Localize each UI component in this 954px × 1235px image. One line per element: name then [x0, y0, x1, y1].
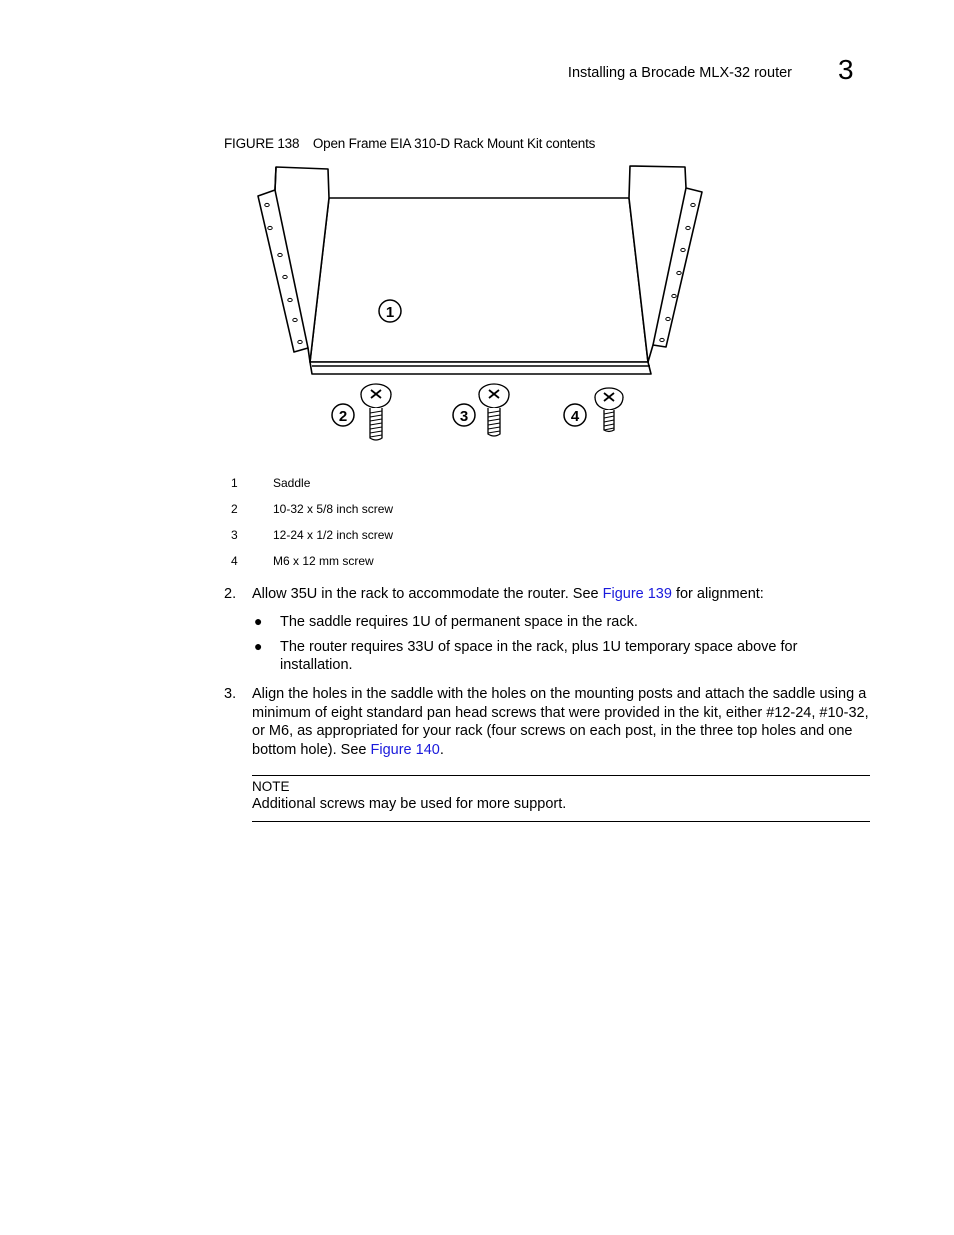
- screw-10-32: [361, 384, 391, 440]
- bullet-text: The router requires 33U of space in the rack, plus 1U temporary space above for installation.: [280, 639, 798, 673]
- screw-m6: [595, 388, 623, 432]
- legend-label: M6 x 12 mm screw: [273, 554, 374, 568]
- figure-number: FIGURE 138: [224, 136, 300, 151]
- step-text-part: Align the holes in the saddle with the holes on the mounting posts and attach the saddle using a minimum of eight standard pan head screws that were provided in the kit, either #12-24, #10-32, or M6, as appropriated for your rack (four screws on each post, in the three top holes and one bottom hole). See: [252, 686, 869, 758]
- step-text-part: for alignment:: [671, 586, 764, 602]
- figure-140-link[interactable]: Figure 140: [370, 741, 440, 758]
- figure-legend: [231, 470, 393, 574]
- legend-item: [231, 522, 393, 548]
- chapter-number: 3: [838, 54, 854, 85]
- note-text: Additional screws may be used for more support.: [252, 796, 567, 812]
- step-text-part: .: [439, 741, 444, 758]
- callout-3-label: 3: [459, 408, 469, 425]
- legend-item: [231, 470, 393, 496]
- rack-mount-kit-illustration: [250, 160, 710, 450]
- bullet-text: The saddle requires 1U of permanent space in the rack.: [280, 614, 638, 630]
- bullet-icon: ●: [254, 638, 263, 654]
- note-label: NOTE: [252, 779, 290, 794]
- figure-139-link[interactable]: Figure 139: [602, 586, 672, 602]
- step-text: [252, 685, 870, 759]
- legend-number: 2: [231, 502, 238, 516]
- saddle-drawing: [258, 166, 702, 374]
- callout-1-label: 1: [385, 304, 395, 321]
- legend-number: 3: [231, 528, 238, 542]
- bullet-icon: ●: [254, 613, 263, 629]
- legend-label: Saddle: [273, 476, 311, 490]
- note-box: [252, 775, 870, 822]
- step-text: [252, 585, 870, 604]
- legend-label: 10-32 x 5/8 inch screw: [273, 502, 394, 516]
- figure-title: Open Frame EIA 310-D Rack Mount Kit contents: [312, 136, 596, 151]
- callout-2-label: 2: [338, 408, 348, 425]
- header-title: Installing a Brocade MLX-32 router: [567, 65, 792, 81]
- legend-label: 12-24 x 1/2 inch screw: [273, 528, 394, 542]
- screw-12-24: [479, 384, 509, 436]
- legend-item: [231, 548, 393, 574]
- legend-number: 4: [231, 554, 238, 568]
- step-text-part: Allow 35U in the rack to accommodate the router. See: [252, 586, 603, 602]
- callout-4-label: 4: [570, 408, 580, 425]
- step-number: 3.: [224, 686, 237, 702]
- legend-item: [231, 496, 393, 522]
- figure-caption: [224, 136, 595, 151]
- legend-number: 1: [231, 476, 238, 490]
- step-number: 2.: [224, 586, 237, 602]
